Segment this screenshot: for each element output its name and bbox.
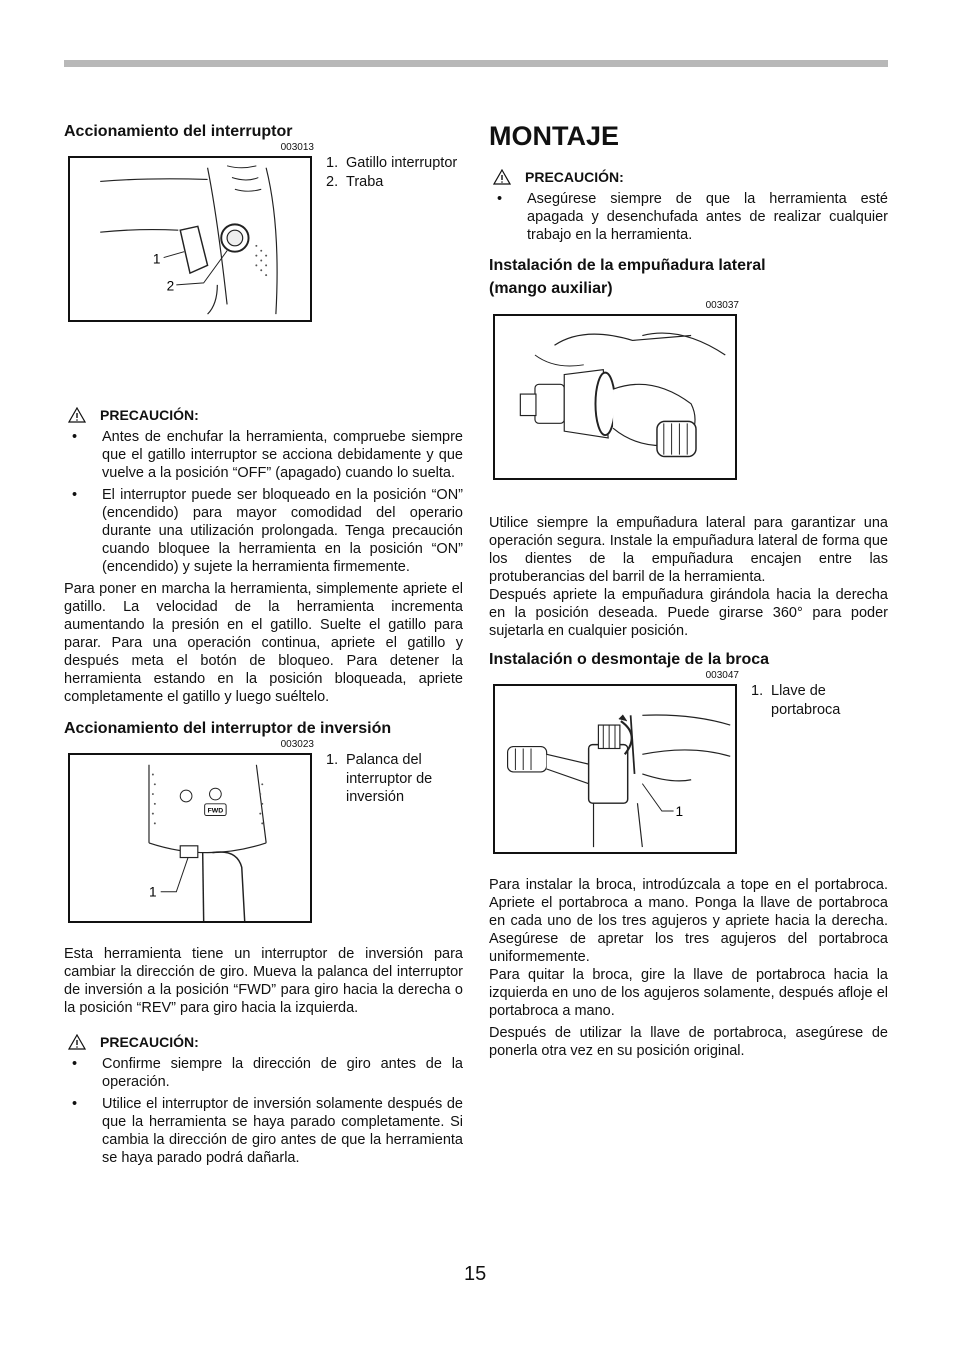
list-item: • Asegúrese siempre de que la herramienta esté apagada y desenchufada antes de realizar cualquier trabajo en la herramienta. bbox=[489, 190, 888, 244]
side-grip-drawing bbox=[495, 316, 735, 478]
legend-item: 2. Traba bbox=[326, 173, 384, 190]
figure-switch-illustration bbox=[68, 156, 312, 322]
left-column bbox=[64, 120, 463, 1171]
legend-item: 1. Palanca del interruptor de inversión bbox=[326, 752, 433, 805]
section-title-bit: Instalación o desmontaje de la broca bbox=[489, 651, 770, 668]
caution-list bbox=[64, 1055, 463, 1167]
figure-legend bbox=[326, 154, 466, 191]
figure-legend bbox=[326, 751, 466, 807]
callout-1: 1 bbox=[675, 803, 684, 819]
paragraph: Para poner en marcha la herramienta, simplemente apriete el gatillo. La velocidad de la herramienta incrementa aumentando la presión en el gatillo. Suelte el gatillo para parar. Para una operación continua, apriete el gatillo y después meta el botón de bloqueo. Para detener la herramienta estando en la posición bloqueada, apriete completamente el gatillo y luego suéltelo. bbox=[64, 581, 463, 705]
callout-2: 2 bbox=[166, 278, 175, 294]
figure-switch bbox=[64, 154, 463, 329]
main-title: MONTAJE bbox=[489, 121, 620, 151]
list-item: • Antes de enchufar la herramienta, compruebe siempre que el gatillo interruptor se acciona debidamente y que vuelve a la posición “OFF” (apagado) cuando lo suelta. bbox=[64, 428, 463, 482]
paragraph: Después de utilizar la llave de portabroca, asegúrese de ponerla otra vez en su posición original. bbox=[489, 1025, 888, 1059]
paragraph: Para instalar la broca, introdúzcala a tope en el portabroca. Apriete el portabroca a mano. Ponga la llave de portabroca en cada uno de los tres agujeros y apriete hacia la derecha. Asegúrese de apretar los tres agujeros del portabroca uniformemente. bbox=[489, 877, 888, 965]
figure-bit bbox=[489, 682, 888, 854]
page-number: 15 bbox=[464, 1263, 487, 1285]
legend-item: 1. Llave de portabroca bbox=[751, 683, 841, 718]
paragraph: Utilice siempre la empuñadura lateral para garantizar una operación segura. Instale la empuñadura lateral de forma que los dientes de la empuñadura encajen entre las protuberancias del barril de la herramienta. bbox=[489, 515, 888, 585]
section-title-side-grip: Instalación de la empuñadura lateral (mango auxiliar) bbox=[489, 257, 766, 297]
caution-heading: PRECAUCIÓN: bbox=[64, 1033, 463, 1051]
paragraph: Esta herramienta tiene un interruptor de inversión para cambiar la dirección de giro. Mueva la palanca del interruptor de inversión a la posición “FWD” para giro hacia la derecha o la posición “REV” para giro hacia la izquierda. bbox=[64, 946, 463, 1016]
section-title-reverse-switch: Accionamiento del interruptor de inversión bbox=[64, 720, 392, 737]
figure-code: 003013 bbox=[280, 142, 314, 153]
legend-item: 1. Gatillo interruptor bbox=[326, 155, 458, 171]
figure-reverse bbox=[64, 751, 463, 923]
section-title-switch: Accionamiento del interruptor bbox=[64, 123, 293, 140]
figure-code: 003023 bbox=[280, 739, 314, 750]
figure-legend bbox=[751, 682, 891, 719]
warning-triangle-icon bbox=[68, 407, 86, 423]
caution-heading: PRECAUCIÓN: bbox=[64, 406, 463, 424]
list-item: • Utilice el interruptor de inversión solamente después de que la herramienta se haya parado completamente. Si cambia la dirección de giro antes de que la herramienta se haya parado podrá dañarla. bbox=[64, 1095, 463, 1167]
figure-code: 003047 bbox=[705, 670, 739, 681]
figure-side-grip bbox=[489, 312, 888, 484]
paragraph: Para quitar la broca, gire la llave de portabroca hacia la izquierda en uno de los agujeros solamente, después afloje el portabroca a mano. bbox=[489, 967, 888, 1019]
callout-1: 1 bbox=[152, 251, 161, 267]
figure-side-grip-illustration bbox=[493, 314, 737, 480]
figure-reverse-illustration bbox=[68, 753, 312, 923]
warning-triangle-icon bbox=[493, 169, 511, 185]
list-item: • El interruptor puede ser bloqueado en la posición “ON” (encendido) para mayor comodidad del operario durante una utilización prolongada. Tenga precaución cuando bloquee la herramienta en la posición “ON” (encendido) y sujete la herramienta firmemente. bbox=[64, 486, 463, 576]
reverse-lever-drawing bbox=[70, 755, 310, 921]
chuck-key-drawing bbox=[495, 686, 735, 852]
right-column bbox=[489, 120, 888, 1060]
figure-code: 003037 bbox=[705, 300, 739, 311]
caution-list bbox=[489, 190, 888, 244]
fwd-label: FWD bbox=[207, 807, 224, 815]
callout-1: 1 bbox=[148, 884, 157, 900]
header-rule bbox=[64, 60, 888, 67]
caution-heading: PRECAUCIÓN: bbox=[489, 168, 888, 186]
warning-triangle-icon bbox=[68, 1034, 86, 1050]
caution-list bbox=[64, 428, 463, 576]
list-item: • Confirme siempre la dirección de giro antes de la operación. bbox=[64, 1055, 463, 1091]
paragraph: Después apriete la empuñadura girándola hacia la derecha en la posición deseada. Puede girarse 360° para poder sujetarla en cualquier posición. bbox=[489, 587, 888, 639]
figure-bit-illustration bbox=[493, 684, 737, 854]
drill-trigger-drawing bbox=[70, 158, 310, 320]
